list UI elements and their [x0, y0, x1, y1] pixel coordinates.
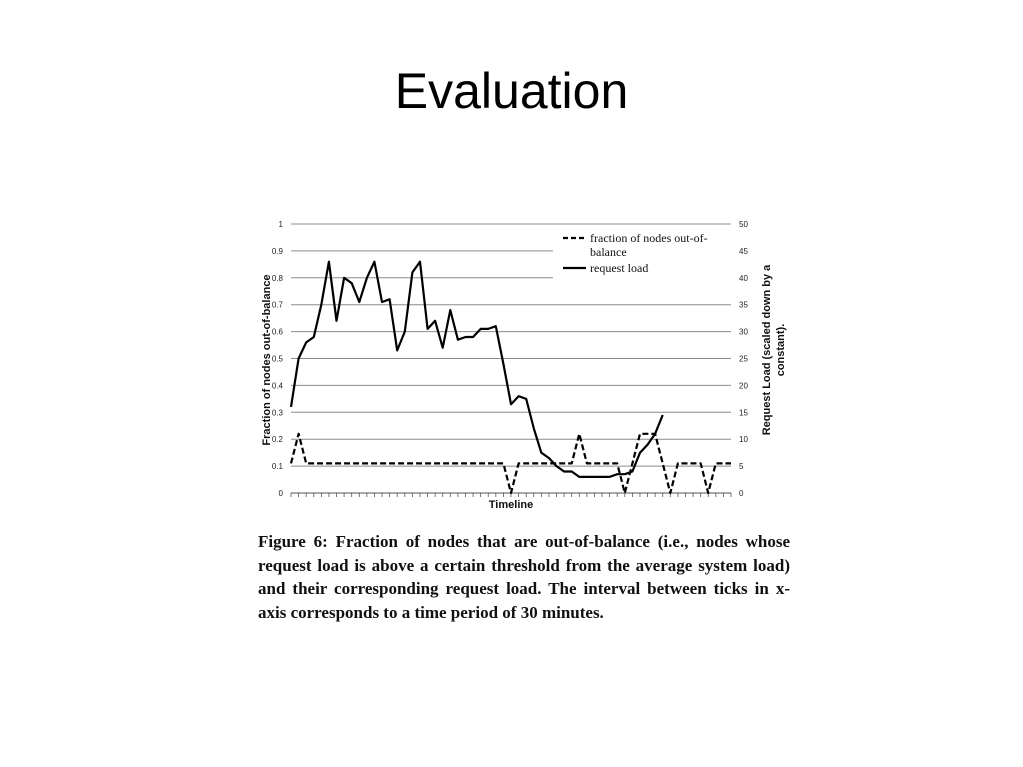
- left-y-tick-label: 0.8: [271, 273, 283, 283]
- left-y-tick-label: 0.4: [271, 381, 283, 391]
- legend: [553, 226, 733, 282]
- right-y-tick-label: 40: [739, 273, 748, 283]
- right-y-tick-label: 20: [739, 381, 748, 391]
- chart-svg: [253, 212, 795, 517]
- right-y-axis-label-line-2: constant).: [775, 323, 787, 377]
- left-y-tick-label: 0.5: [271, 354, 283, 364]
- right-y-tick-label: 45: [739, 246, 748, 256]
- right-y-tick-label: 30: [739, 327, 748, 337]
- left-y-tick-label: 0: [278, 489, 283, 498]
- left-y-axis-label: Fraction of nodes out-of-balance: [261, 274, 273, 446]
- right-y-tick-label: 10: [739, 435, 748, 445]
- series-lines: [291, 262, 731, 493]
- slide-title: Evaluation: [394, 63, 629, 119]
- left-y-tick-labels: [272, 220, 284, 498]
- right-y-tick-label: 50: [739, 220, 748, 229]
- legend-label-fraction-1: fraction of nodes out-of-: [590, 231, 708, 245]
- x-axis-label: Timeline: [488, 499, 534, 511]
- series-request-load-line: [291, 262, 663, 477]
- left-y-tick-label: 1: [278, 220, 283, 229]
- left-y-tick-label: 0.7: [271, 300, 283, 310]
- right-y-tick-label: 15: [739, 408, 748, 418]
- left-y-tick-label: 0.9: [271, 246, 283, 256]
- left-y-tick-label: 0.3: [271, 408, 283, 418]
- left-y-tick-label: 0.6: [271, 327, 283, 337]
- legend-label-fraction-2: balance: [590, 245, 627, 259]
- left-y-tick-label: 0.1: [271, 462, 283, 472]
- figure-caption: Figure 6: Fraction of nodes that are out-of-balance (i.e., nodes whose request load is above a certain threshold from the average system load) and their corresponding request load. The interval between ticks in x-axis corresponds to a time period of 30 minutes.: [258, 532, 790, 622]
- right-y-tick-label: 0: [739, 489, 744, 498]
- left-y-tick-label: 0.2: [271, 435, 283, 445]
- right-y-tick-label: 25: [739, 354, 748, 364]
- figure-chart: [253, 212, 795, 517]
- right-y-tick-label: 35: [739, 300, 748, 310]
- right-y-tick-label: 5: [739, 462, 744, 472]
- series-fraction-line: [291, 434, 731, 493]
- right-y-axis-label-line-1: Request Load (scaled down by a: [761, 264, 773, 436]
- legend-label-request-load: request load: [590, 261, 649, 275]
- right-y-tick-labels: [739, 220, 748, 498]
